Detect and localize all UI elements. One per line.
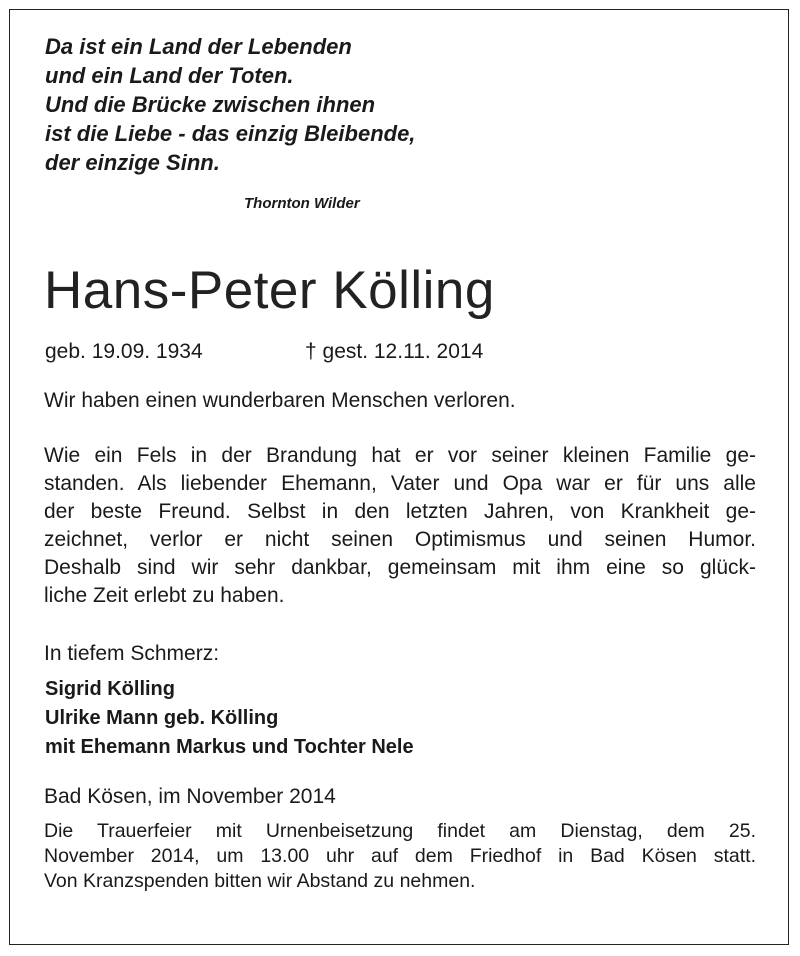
tribute-line: der beste Freund. Selbst in den letzten Jahren, von Krankheit ge- [44,500,756,523]
poem-line: Da ist ein Land der Lebenden [45,34,352,59]
deceased-name: Hans-Peter Kölling [44,261,495,320]
poem [45,32,415,177]
tribute-line: zeichnet, verlor er nicht seinen Optimismus und seinen Humor. [44,528,756,551]
grief-label: In tiefem Schmerz: [44,642,220,665]
birth-date: geb. 19.09. 1934 [45,340,203,363]
tribute-line: standen. Als liebender Ehemann, Vater und Opa war er für uns alle [44,472,756,495]
tribute-line: Deshalb sind wir sehr dankbar, gemeinsam mit ihm eine so glück- [44,556,756,579]
poem-line: ist die Liebe - das einzig Bleibende, [45,121,416,146]
mourners-list [45,675,414,762]
mourner-name: mit Ehemann Markus und Tochter Nele [45,736,414,758]
funeral-line: Die Trauerfeier mit Urnenbeisetzung findet am Dienstag, dem 25. [44,820,756,842]
tribute-paragraph [44,442,756,610]
poem-line: der einzige Sinn. [45,150,220,175]
place-date: Bad Kösen, im November 2014 [44,785,336,808]
funeral-line: Von Kranzspenden bitten wir Abstand zu nehmen. [44,870,476,892]
tribute-line: Wie ein Fels in der Brandung hat er vor seiner kleinen Familie ge- [44,444,756,467]
mourner-name: Ulrike Mann geb. Kölling [45,707,279,729]
poem-line: Und die Brücke zwischen ihnen [45,92,376,117]
intro-sentence: Wir haben einen wunderbaren Menschen verloren. [44,389,516,412]
poem-author: Thornton Wilder [244,195,360,212]
poem-line: und ein Land der Toten. [45,63,294,88]
mourner-name: Sigrid Kölling [45,678,175,700]
tribute-line: liche Zeit erlebt zu haben. [44,584,285,607]
funeral-line: November 2014, um 13.00 uhr auf dem Friedhof in Bad Kösen statt. [44,845,756,867]
funeral-info [44,819,756,894]
death-date: † gest. 12.11. 2014 [305,340,484,363]
